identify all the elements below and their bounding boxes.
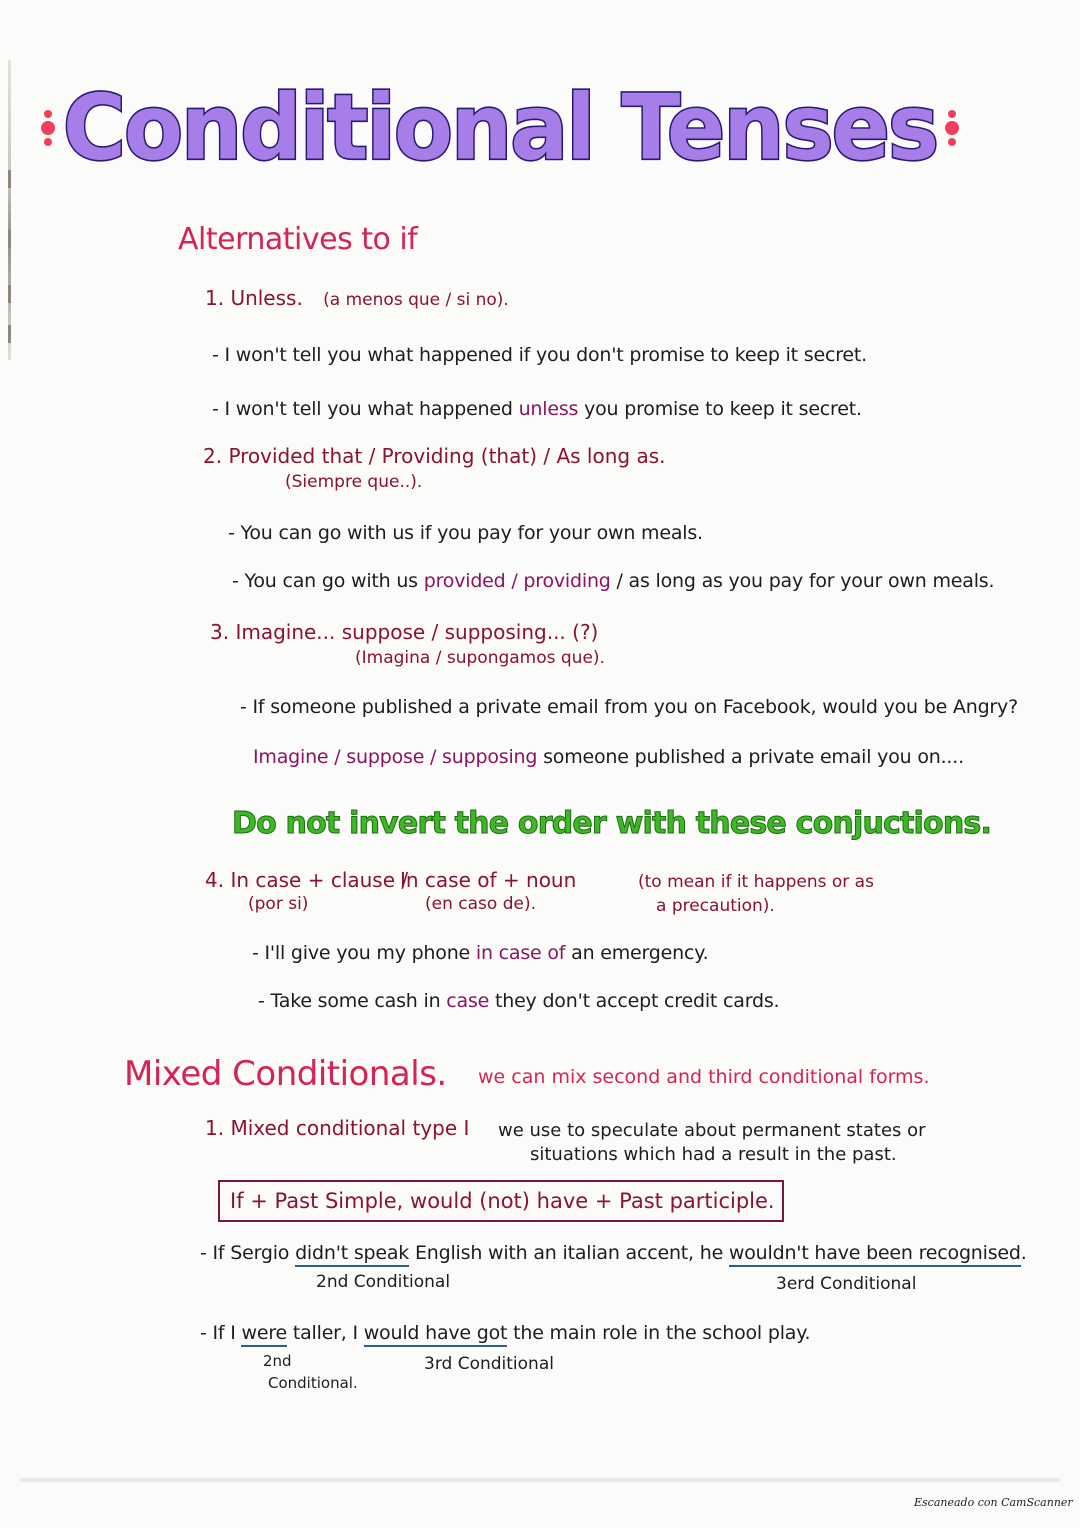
example-highlight: case bbox=[446, 990, 490, 1012]
example-text: they don't accept credit cards. bbox=[489, 990, 780, 1012]
rule-banner: Do not invert the order with these conjuctions. bbox=[232, 806, 992, 841]
example-text: - I won't tell you what happened bbox=[212, 398, 519, 420]
mixed-type1-desc-a: we use to speculate about permanent states or bbox=[498, 1120, 926, 1141]
example-text: you promise to keep it secret. bbox=[578, 398, 862, 420]
scanned-page-edge bbox=[8, 60, 11, 360]
label-2nd: 2nd bbox=[263, 1352, 292, 1370]
item-4-head-b: In case of + noun bbox=[400, 868, 577, 892]
example-1b bbox=[212, 398, 862, 420]
item-1-head bbox=[205, 286, 509, 310]
example-highlight: in case of bbox=[475, 942, 566, 964]
label-3rd-conditional: 3erd Conditional bbox=[776, 1274, 917, 1294]
mixed-type1-desc-b: situations which had a result in the past. bbox=[530, 1144, 897, 1165]
item-2-head: 2. Provided that / Providing (that) / As long as. bbox=[203, 444, 666, 468]
example-3a: - If someone published a private email from you on Facebook, would you be Angry? bbox=[240, 696, 1018, 718]
item-2-translation: (Siempre que..). bbox=[285, 472, 423, 492]
example-text: someone published a private email you on.... bbox=[537, 746, 964, 768]
example-4a bbox=[252, 942, 708, 964]
underlined-2nd-conditional: didn't speak bbox=[295, 1242, 409, 1267]
example-text: - If Sergio bbox=[200, 1242, 296, 1264]
item-4-meaning-b: a precaution). bbox=[656, 896, 775, 916]
example-text: / as long as you pay for your own meals. bbox=[610, 570, 995, 592]
label-2nd-conditional: 2nd Conditional bbox=[316, 1272, 451, 1292]
example-text: - I'll give you my phone bbox=[252, 942, 476, 964]
example-3b bbox=[253, 746, 964, 768]
page-title-block bbox=[62, 68, 938, 188]
example-text: . bbox=[1020, 1242, 1027, 1264]
example-2b bbox=[232, 570, 994, 592]
example-text: taller, I bbox=[287, 1322, 364, 1344]
scan-bottom-edge bbox=[20, 1478, 1060, 1482]
item-1-label: 1. Unless. bbox=[205, 286, 303, 310]
formula-box bbox=[218, 1180, 784, 1222]
example-text: - If I bbox=[200, 1322, 242, 1344]
underlined-2nd-conditional: were bbox=[241, 1322, 287, 1347]
section-heading-mixed: Mixed Conditionals. bbox=[124, 1054, 447, 1094]
item-1-translation: (a menos que / si no). bbox=[323, 290, 509, 310]
example-text: - You can go with us bbox=[232, 570, 424, 592]
example-highlight: provided / providing bbox=[423, 570, 611, 592]
mixed-intro: we can mix second and third conditional forms. bbox=[478, 1066, 930, 1088]
example-highlight: Imagine / suppose / supposing bbox=[253, 746, 538, 768]
item-4-trans-a: (por si) bbox=[248, 894, 309, 914]
item-4-head-a: 4. In case + clause / bbox=[205, 868, 409, 892]
item-3-translation: (Imagina / supongamos que). bbox=[355, 648, 605, 668]
page-title: Conditional Tenses bbox=[62, 75, 938, 181]
decor-dots-right-icon bbox=[945, 110, 959, 146]
mixed-example-2 bbox=[200, 1322, 810, 1344]
underlined-3rd-conditional: would have got bbox=[364, 1322, 508, 1347]
label-3rd-conditional-2: 3rd Conditional bbox=[424, 1354, 554, 1374]
scanner-watermark: Escaneado con CamScanner bbox=[914, 1496, 1073, 1509]
item-4-meaning-a: (to mean if it happens or as bbox=[638, 872, 874, 892]
example-text: the main role in the school play. bbox=[507, 1322, 811, 1344]
underlined-3rd-conditional: wouldn't have been recognised bbox=[729, 1242, 1021, 1267]
item-4-trans-b: (en caso de). bbox=[425, 894, 536, 914]
item-3-head: 3. Imagine... suppose / supposing... (?) bbox=[210, 620, 599, 644]
example-highlight: unless bbox=[518, 398, 579, 420]
formula-text: If + Past Simple, would (not) have + Past participle. bbox=[230, 1189, 775, 1213]
decor-dots-left-icon bbox=[41, 110, 55, 146]
example-text: an emergency. bbox=[565, 942, 709, 964]
example-text: - Take some cash in bbox=[258, 990, 447, 1012]
example-1a: - I won't tell you what happened if you don't promise to keep it secret. bbox=[212, 344, 867, 366]
label-conditional: Conditional. bbox=[268, 1374, 358, 1392]
example-text: English with an italian accent, he bbox=[409, 1242, 729, 1264]
example-2a: - You can go with us if you pay for your own meals. bbox=[228, 522, 703, 544]
example-4b bbox=[258, 990, 779, 1012]
mixed-type1-head: 1. Mixed conditional type I bbox=[205, 1116, 470, 1140]
section-heading-alternatives: Alternatives to if bbox=[178, 222, 418, 257]
mixed-example-1 bbox=[200, 1242, 1027, 1264]
